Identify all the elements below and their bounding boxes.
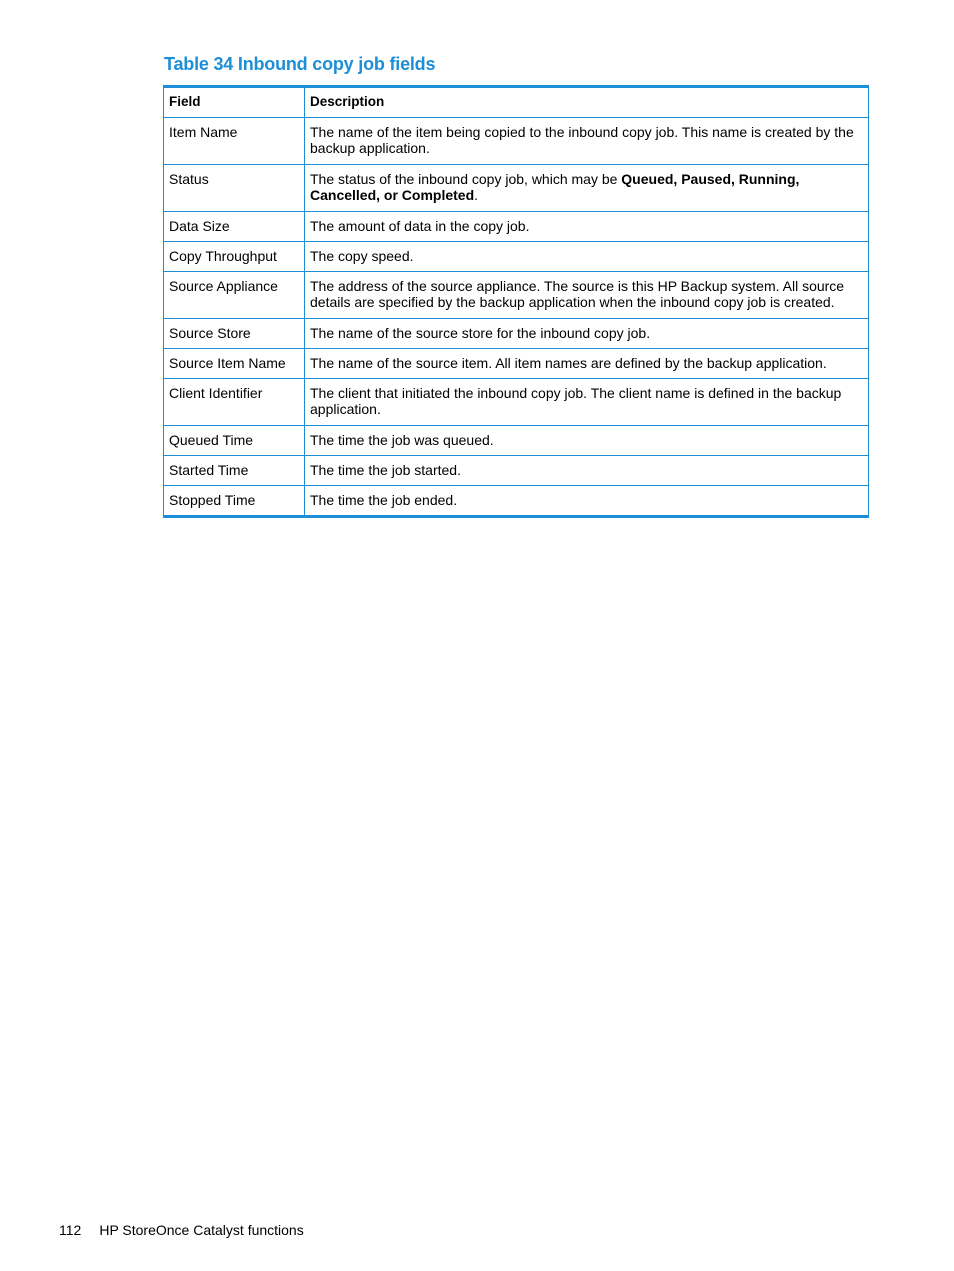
field-cell: Status (164, 164, 305, 211)
table-row (164, 211, 869, 241)
header-description: Description (305, 87, 869, 118)
description-cell: The name of the source store for the inbound copy job. (305, 318, 869, 348)
table-row (164, 455, 869, 485)
table-header-row (164, 87, 869, 118)
table-row (164, 425, 869, 455)
inbound-copy-job-fields-table-container (163, 85, 868, 518)
table-row (164, 485, 869, 516)
table-row (164, 318, 869, 348)
field-cell: Item Name (164, 117, 305, 164)
header-field: Field (164, 87, 305, 118)
description-cell: The address of the source appliance. The source is this HP Backup system. All source details are specified by the backup application when the inbound copy job is created. (305, 271, 869, 318)
status-values: Queued, Paused, Running, Cancelled, or Completed (310, 170, 800, 203)
description-cell (305, 164, 869, 211)
description-cell: The time the job was queued. (305, 425, 869, 455)
table-caption: Table 34 Inbound copy job fields (164, 54, 436, 74)
description-cell: The amount of data in the copy job. (305, 211, 869, 241)
table-row (164, 117, 869, 164)
field-cell: Source Appliance (164, 271, 305, 318)
table-row (164, 348, 869, 378)
description-cell: The name of the item being copied to the inbound copy job. This name is created by the backup application. (305, 117, 869, 164)
field-cell: Data Size (164, 211, 305, 241)
description-text: . (474, 187, 479, 203)
table-row (164, 241, 869, 271)
field-cell: Source Item Name (164, 348, 305, 378)
table-row (164, 164, 869, 211)
inbound-copy-job-fields-table (163, 85, 869, 518)
footer-section-title: HP StoreOnce Catalyst functions (99, 1222, 304, 1238)
description-cell: The time the job started. (305, 455, 869, 485)
table-row (164, 378, 869, 425)
description-cell: The time the job ended. (305, 485, 869, 516)
field-cell: Client Identifier (164, 378, 305, 425)
description-text: The status of the inbound copy job, which may be (310, 170, 622, 187)
field-cell: Started Time (164, 455, 305, 485)
table-row (164, 271, 869, 318)
page-footer (59, 1222, 304, 1238)
field-cell: Queued Time (164, 425, 305, 455)
description-cell: The name of the source item. All item names are defined by the backup application. (305, 348, 869, 378)
page-number: 112 (59, 1222, 82, 1238)
field-cell: Stopped Time (164, 485, 305, 516)
field-cell: Copy Throughput (164, 241, 305, 271)
field-cell: Source Store (164, 318, 305, 348)
description-cell: The copy speed. (305, 241, 869, 271)
description-cell: The client that initiated the inbound copy job. The client name is defined in the backup application. (305, 378, 869, 425)
